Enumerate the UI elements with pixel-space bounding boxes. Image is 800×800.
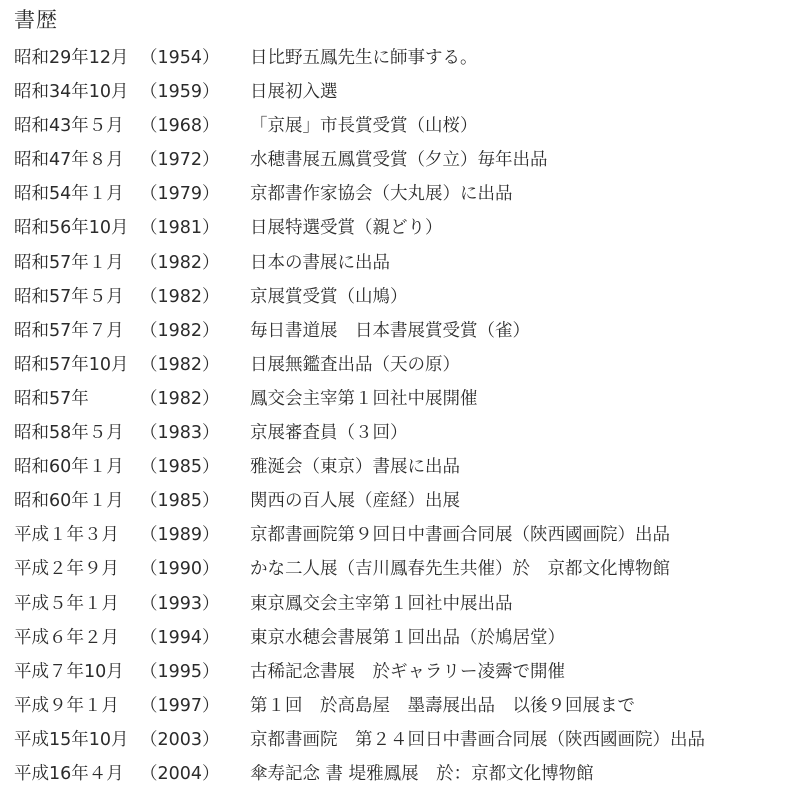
entry-event: 「京展」市長賞受賞（山桜） [250, 116, 478, 137]
entry-year: （1981） [140, 218, 220, 239]
list-item [0, 484, 800, 518]
entry-event: 関西の百人展（産経）出展 [250, 491, 460, 512]
entry-year: （1995） [140, 661, 220, 682]
entry-year: （1982） [140, 320, 220, 341]
entry-event: かな二人展（吉川鳳春先生共催）於 京都文化博物館 [250, 559, 670, 580]
entry-event: 京都書画院 第２４回日中書画合同展（陝西國画院）出品 [250, 729, 705, 750]
entry-date: 昭和58年５月 [14, 423, 124, 444]
entry-year: （2004） [140, 763, 220, 784]
list-item [0, 621, 800, 655]
entry-event: 京展賞受賞（山鳩） [250, 286, 408, 307]
entry-event: 第１回 於高島屋 墨壽展出品 以後９回展まで [250, 695, 635, 716]
entry-event: 東京鳳交会主宰第１回社中展出品 [250, 593, 513, 614]
entry-date: 昭和57年 [14, 388, 89, 409]
entry-date: 昭和57年７月 [14, 320, 124, 341]
entry-date: 昭和60年１月 [14, 457, 124, 478]
entry-year: （1954） [140, 48, 220, 68]
entry-date: 平成５年１月 [14, 593, 119, 614]
entry-year: （1985） [140, 457, 220, 478]
list-item [0, 518, 800, 552]
list-item [0, 109, 800, 143]
entry-year: （1982） [140, 252, 220, 273]
entry-year: （1985） [140, 491, 220, 512]
entry-event: 京都書作家協会（大丸展）に出品 [250, 184, 513, 205]
entry-date: 昭和47年８月 [14, 150, 124, 171]
entry-year: （1983） [140, 423, 220, 444]
entry-date: 平成16年４月 [14, 763, 124, 784]
entry-year: （1982） [140, 286, 220, 307]
entry-year: （1982） [140, 354, 220, 375]
page-title: 書歴 [14, 8, 58, 32]
list-item [0, 314, 800, 348]
entry-event: 京都書画院第９回日中書画合同展（陝西國画院）出品 [250, 525, 670, 546]
list-item [0, 587, 800, 621]
entry-event: 日比野五鳳先生に師事する。 [250, 48, 478, 68]
entry-date: 昭和57年１月 [14, 252, 124, 273]
entry-event: 東京水穂会書展第１回出品（於鳩居堂） [250, 627, 565, 648]
entry-date: 平成１年３月 [14, 525, 119, 546]
history-list [0, 41, 800, 791]
entry-event: 日本の書展に出品 [250, 252, 390, 273]
entry-date: 昭和43年５月 [14, 116, 124, 137]
list-item [0, 382, 800, 416]
entry-event: 古稀記念書展 於ギャラリー凌霽で開催 [250, 661, 565, 682]
entry-event: 傘寿記念 書 堤雅鳳展 於：京都文化博物館 [250, 763, 594, 784]
list-item [0, 450, 800, 484]
entry-event: 日展特選受賞（親どり） [250, 218, 443, 239]
entry-year: （1989） [140, 525, 220, 546]
list-item [0, 246, 800, 280]
list-item [0, 143, 800, 177]
entry-date: 昭和29年12月 [14, 48, 129, 68]
entry-event: 水穂書展五鳳賞受賞（夕立）毎年出品 [250, 150, 548, 171]
list-item [0, 416, 800, 450]
entry-event: 鳳交会主宰第１回社中展開催 [250, 388, 478, 409]
entry-date: 昭和57年５月 [14, 286, 124, 307]
list-item [0, 75, 800, 109]
list-item [0, 552, 800, 586]
list-item [0, 757, 800, 791]
entry-event: 毎日書道展 日本書展賞受賞（雀） [250, 320, 530, 341]
entry-date: 平成９年１月 [14, 695, 119, 716]
entry-year: （1972） [140, 150, 220, 171]
entry-year: （1982） [140, 388, 220, 409]
entry-event: 日展無鑑査出品（天の原） [250, 354, 460, 375]
entry-year: （1968） [140, 116, 220, 137]
entry-year: （1997） [140, 695, 220, 716]
list-item [0, 689, 800, 723]
entry-year: （2003） [140, 729, 220, 750]
entry-event: 京展審査員（３回） [250, 423, 408, 444]
list-item [0, 723, 800, 757]
entry-date: 昭和60年１月 [14, 491, 124, 512]
entry-year: （1990） [140, 559, 220, 580]
entry-date: 昭和56年10月 [14, 218, 129, 239]
entry-date: 昭和54年１月 [14, 184, 124, 205]
entry-event: 雅涎会（東京）書展に出品 [250, 457, 460, 478]
entry-date: 昭和34年10月 [14, 82, 129, 103]
entry-date: 平成７年10月 [14, 661, 124, 682]
list-item [0, 211, 800, 245]
list-item [0, 348, 800, 382]
list-item [0, 41, 800, 75]
list-item [0, 280, 800, 314]
entry-date: 昭和57年10月 [14, 354, 129, 375]
entry-year: （1959） [140, 82, 220, 103]
entry-year: （1993） [140, 593, 220, 614]
entry-date: 平成６年２月 [14, 627, 119, 648]
entry-date: 平成２年９月 [14, 559, 119, 580]
entry-event: 日展初入選 [250, 82, 338, 103]
entry-date: 平成15年10月 [14, 729, 129, 750]
list-item [0, 177, 800, 211]
entry-year: （1994） [140, 627, 220, 648]
entry-year: （1979） [140, 184, 220, 205]
list-item [0, 655, 800, 689]
